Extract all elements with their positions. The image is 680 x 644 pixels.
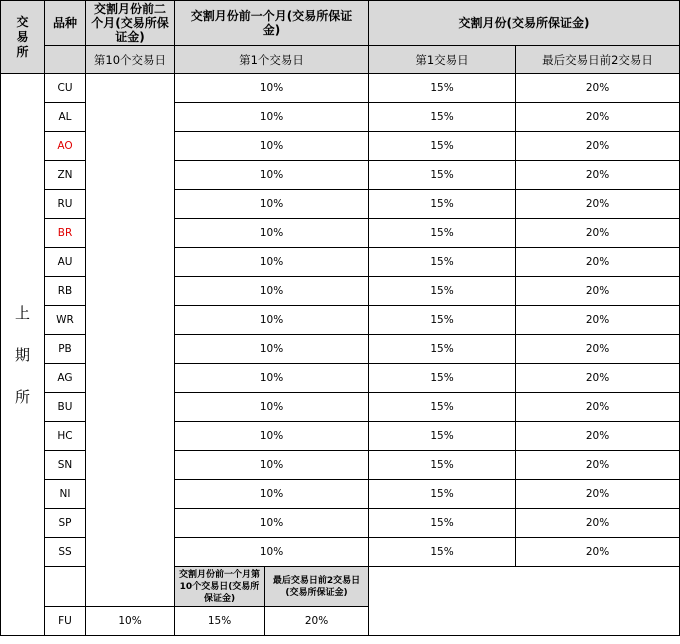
delivery-day1-value: 15% [369, 219, 516, 248]
one-month-value: 10% [175, 74, 369, 103]
two-months-blank [86, 74, 175, 607]
one-month-value: 10% [175, 190, 369, 219]
delivery-last2-value: 20% [516, 451, 680, 480]
delivery-day1-value: 15% [369, 248, 516, 277]
delivery-last2-value: 20% [516, 364, 680, 393]
delivery-last2-value: 20% [516, 335, 680, 364]
delivery-last2-value: 20% [516, 103, 680, 132]
variety-cell: AG [45, 364, 86, 393]
fu-col-a-value: 15% [175, 607, 265, 636]
delivery-day1-value: 15% [369, 364, 516, 393]
one-month-value: 10% [175, 103, 369, 132]
exchange-name-char: 上 [14, 303, 30, 322]
header-delivery-month: 交割月份(交易所保证金) [369, 1, 680, 46]
one-month-value: 10% [175, 277, 369, 306]
delivery-last2-value: 20% [516, 277, 680, 306]
delivery-day1-value: 15% [369, 538, 516, 567]
delivery-day1-value: 15% [369, 277, 516, 306]
delivery-last2-value: 20% [516, 538, 680, 567]
delivery-last2-value: 20% [516, 248, 680, 277]
one-month-value: 10% [175, 132, 369, 161]
variety-cell: SP [45, 509, 86, 538]
variety-cell: RB [45, 277, 86, 306]
delivery-last2-value: 20% [516, 161, 680, 190]
variety-cell: NI [45, 480, 86, 509]
subheader-delivery-1st-day: 第1交易日 [369, 46, 516, 74]
delivery-day1-value: 15% [369, 74, 516, 103]
header-two-months-before: 交割月份前二个月(交易所保证金) [86, 1, 175, 46]
delivery-last2-value: 20% [516, 393, 680, 422]
fu-col-b-value: 20% [265, 607, 369, 636]
header-one-month-before: 交割月份前一个月(交易所保证金) [175, 1, 369, 46]
variety-cell: AU [45, 248, 86, 277]
one-month-value: 10% [175, 219, 369, 248]
delivery-day1-value: 15% [369, 480, 516, 509]
variety-cell: PB [45, 335, 86, 364]
one-month-value: 10% [175, 364, 369, 393]
exchange-name-cell [1, 74, 45, 636]
one-month-value: 10% [175, 422, 369, 451]
one-month-value: 10% [175, 538, 369, 567]
fu-subheader-b: 最后交易日前2交易日(交易所保证金) [265, 567, 369, 607]
delivery-day1-value: 15% [369, 306, 516, 335]
variety-cell: SS [45, 538, 86, 567]
variety-cell-fu: FU [45, 607, 86, 636]
variety-cell: CU [45, 74, 86, 103]
delivery-day1-value: 15% [369, 509, 516, 538]
fu-two-months-value: 10% [86, 607, 175, 636]
header-variety: 品种 [45, 1, 86, 46]
delivery-day1-value: 15% [369, 103, 516, 132]
delivery-day1-value: 15% [369, 451, 516, 480]
subheader-10th-day: 第10个交易日 [86, 46, 175, 74]
delivery-day1-value: 15% [369, 161, 516, 190]
one-month-value: 10% [175, 509, 369, 538]
variety-blank [45, 567, 86, 607]
one-month-value: 10% [175, 306, 369, 335]
delivery-day1-value: 15% [369, 422, 516, 451]
one-month-value: 10% [175, 480, 369, 509]
delivery-last2-value: 20% [516, 190, 680, 219]
fu-empty-area [369, 567, 680, 636]
one-month-value: 10% [175, 393, 369, 422]
delivery-last2-value: 20% [516, 306, 680, 335]
exchange-name-char: 期 [14, 345, 30, 364]
variety-cell: SN [45, 451, 86, 480]
subheader-last-minus2: 最后交易日前2交易日 [516, 46, 680, 74]
delivery-last2-value: 20% [516, 74, 680, 103]
delivery-last2-value: 20% [516, 219, 680, 248]
one-month-value: 10% [175, 451, 369, 480]
one-month-value: 10% [175, 248, 369, 277]
subheader-1st-day: 第1个交易日 [175, 46, 369, 74]
fu-subheader-a: 交割月份前一个月第10个交易日(交易所保证金) [175, 567, 265, 607]
delivery-last2-value: 20% [516, 480, 680, 509]
variety-cell: WR [45, 306, 86, 335]
delivery-day1-value: 15% [369, 132, 516, 161]
variety-cell: AL [45, 103, 86, 132]
delivery-last2-value: 20% [516, 422, 680, 451]
one-month-value: 10% [175, 161, 369, 190]
variety-cell: BR [45, 219, 86, 248]
header-exchange: 交易所 [1, 1, 45, 74]
variety-cell: RU [45, 190, 86, 219]
exchange-name-char: 所 [14, 387, 30, 406]
header-variety-blank [45, 46, 86, 74]
one-month-value: 10% [175, 335, 369, 364]
delivery-day1-value: 15% [369, 393, 516, 422]
delivery-last2-value: 20% [516, 509, 680, 538]
delivery-day1-value: 15% [369, 190, 516, 219]
variety-cell: HC [45, 422, 86, 451]
variety-cell: ZN [45, 161, 86, 190]
delivery-last2-value: 20% [516, 132, 680, 161]
variety-cell: AO [45, 132, 86, 161]
table-row [1, 74, 680, 103]
variety-cell: BU [45, 393, 86, 422]
delivery-day1-value: 15% [369, 335, 516, 364]
